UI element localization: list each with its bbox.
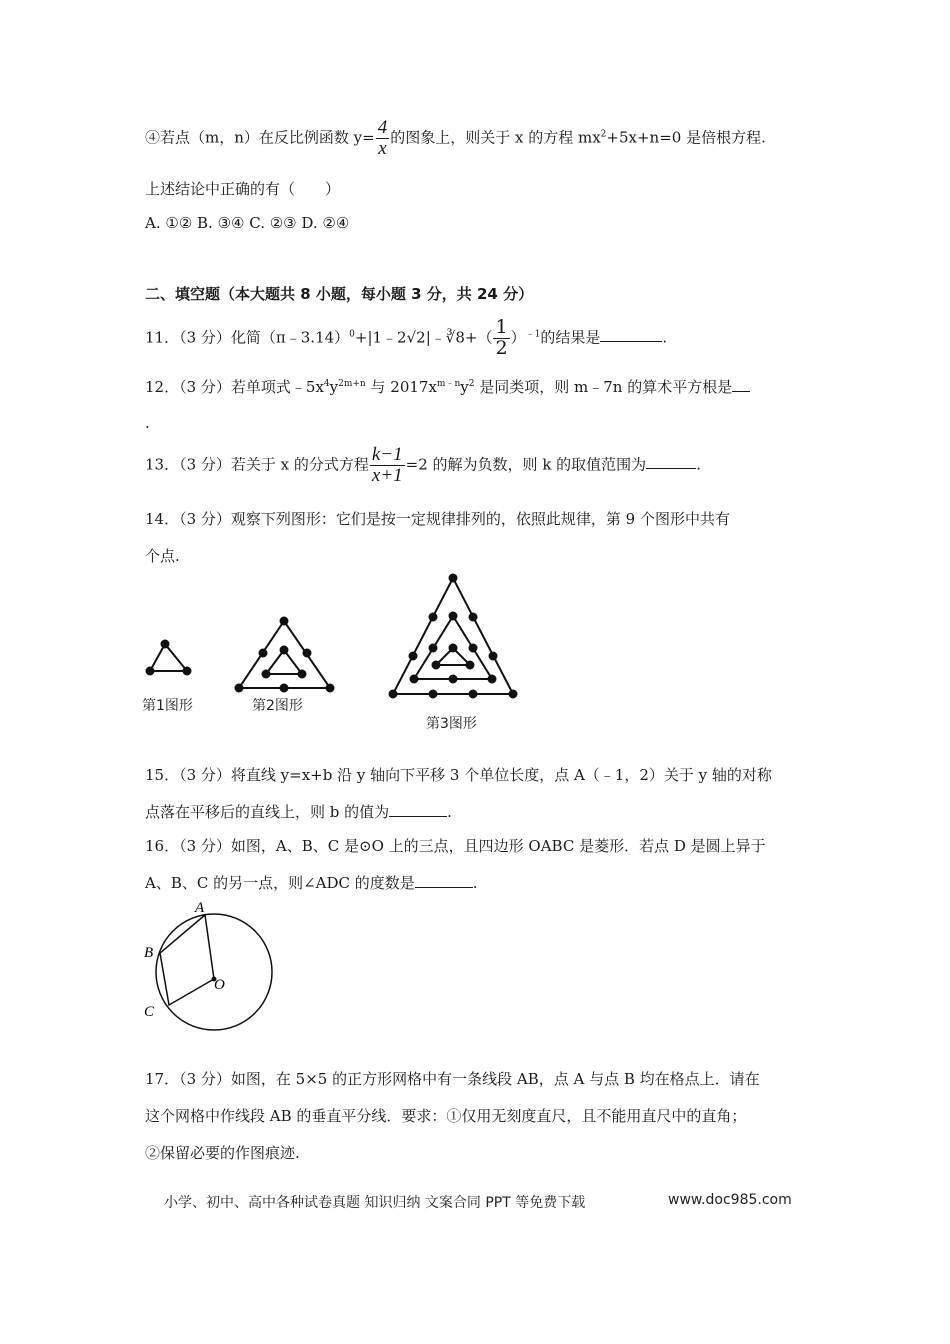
section-2-title: 二、填空题（本大题共 8 小题，每小题 3 分，共 24 分） — [145, 285, 534, 303]
label-o: O — [214, 977, 225, 993]
conclusion-question: 上述结论中正确的有（ ） — [145, 180, 341, 198]
question-17-line3: ②保留必要的作图痕迹. — [145, 1144, 300, 1162]
question-15-line2: 点落在平移后的直线上，则 b 的值为 . — [145, 803, 452, 821]
footer-text: 小学、初中、高中各种试卷真题 知识归纳 文案合同 PPT 等免费下载 — [164, 1195, 586, 1211]
figure-2-caption: 第2图形 — [252, 698, 303, 714]
figure-14-triangles — [130, 568, 550, 738]
footer-url: www.doc985.com — [668, 1192, 792, 1208]
question-13: 13．（3 分）若关于 x 的分式方程 $\frac{k-1}{x+1}$ =2 的解为负数，则 k 的取值范围为 . — [145, 444, 701, 486]
answer-options: A. ①② B. ③④ C. ②③ D. ②④ — [145, 214, 350, 232]
label-a: A — [195, 900, 205, 916]
question-16-line2: A、B、C 的另一点，则∠ADC 的度数是 . — [145, 874, 478, 892]
item4-statement: ④若点（m，n）在反比例函数 y= $\frac{4}{x}$ 的图象上，则关于 x 的方程 $mx^2+5x+n=0$ 是倍根方程. — [145, 117, 766, 159]
label-c: C — [144, 1004, 155, 1020]
question-14-line1: 14．（3 分）观察下列图形：它们是按一定规律排列的，依照此规律，第 9 个图形中共有 — [145, 510, 730, 528]
figure-1-triangle — [147, 641, 191, 675]
question-16-line1: 16．（3 分）如图，A、B、C 是⊙O 上的三点，且四边形 OABC 是菱形．若点 D 是圆上异于 — [145, 837, 766, 855]
q11-fraction: $\frac{1}{2}$ — [495, 316, 508, 359]
answer-blank — [732, 390, 750, 392]
answer-blank — [389, 815, 447, 817]
figure-3-caption: 第3图形 — [426, 716, 477, 732]
answer-blank — [600, 340, 662, 342]
q13-fraction: $\frac{k-1}{x+1}$ — [371, 444, 403, 486]
answer-blank — [646, 467, 696, 469]
figure-1-caption: 第1图形 — [142, 698, 193, 714]
label-b: B — [144, 945, 154, 961]
question-15-line1: 15．（3 分）将直线 y=x+b 沿 y 轴向下平移 3 个单位长度，点 A（﹣1，2）关于 y 轴的对称 — [145, 766, 772, 784]
rhombus-oabc — [160, 915, 214, 1005]
question-17-line1: 17．（3 分）如图，在 5×5 的正方形网格中有一条线段 AB，点 A 与点 B 均在格点上．请在 — [145, 1070, 760, 1088]
question-17-line2: 这个网格中作线段 AB 的垂直平分线．要求：①仅用无刻度直尺，且不能用直尺中的直角； — [145, 1107, 747, 1125]
figure-3-triangle — [390, 575, 517, 698]
question-11: 11．（3 分）化简（π﹣3.14）$^0$+|1﹣2√2|﹣∛8+（ $\frac{1}{2}$ ）$^{﹣1}$的结果是 . — [145, 316, 668, 359]
question-12: 12．（3 分）若单项式$﹣5x^4y^{2m+n}$ 与 $2017x^{m﹣n}y^2$ 是同类项，则 m﹣7n 的算术平方根是 — [145, 376, 750, 397]
circle-o — [156, 914, 272, 1030]
figure-16-circle — [138, 898, 283, 1043]
figure-2-triangle — [236, 618, 334, 692]
question-14-line2: 个点. — [145, 547, 180, 565]
item4-fraction: $\frac{4}{x}$ — [377, 117, 388, 159]
question-12-line2: . — [145, 414, 150, 432]
answer-blank — [415, 886, 473, 888]
